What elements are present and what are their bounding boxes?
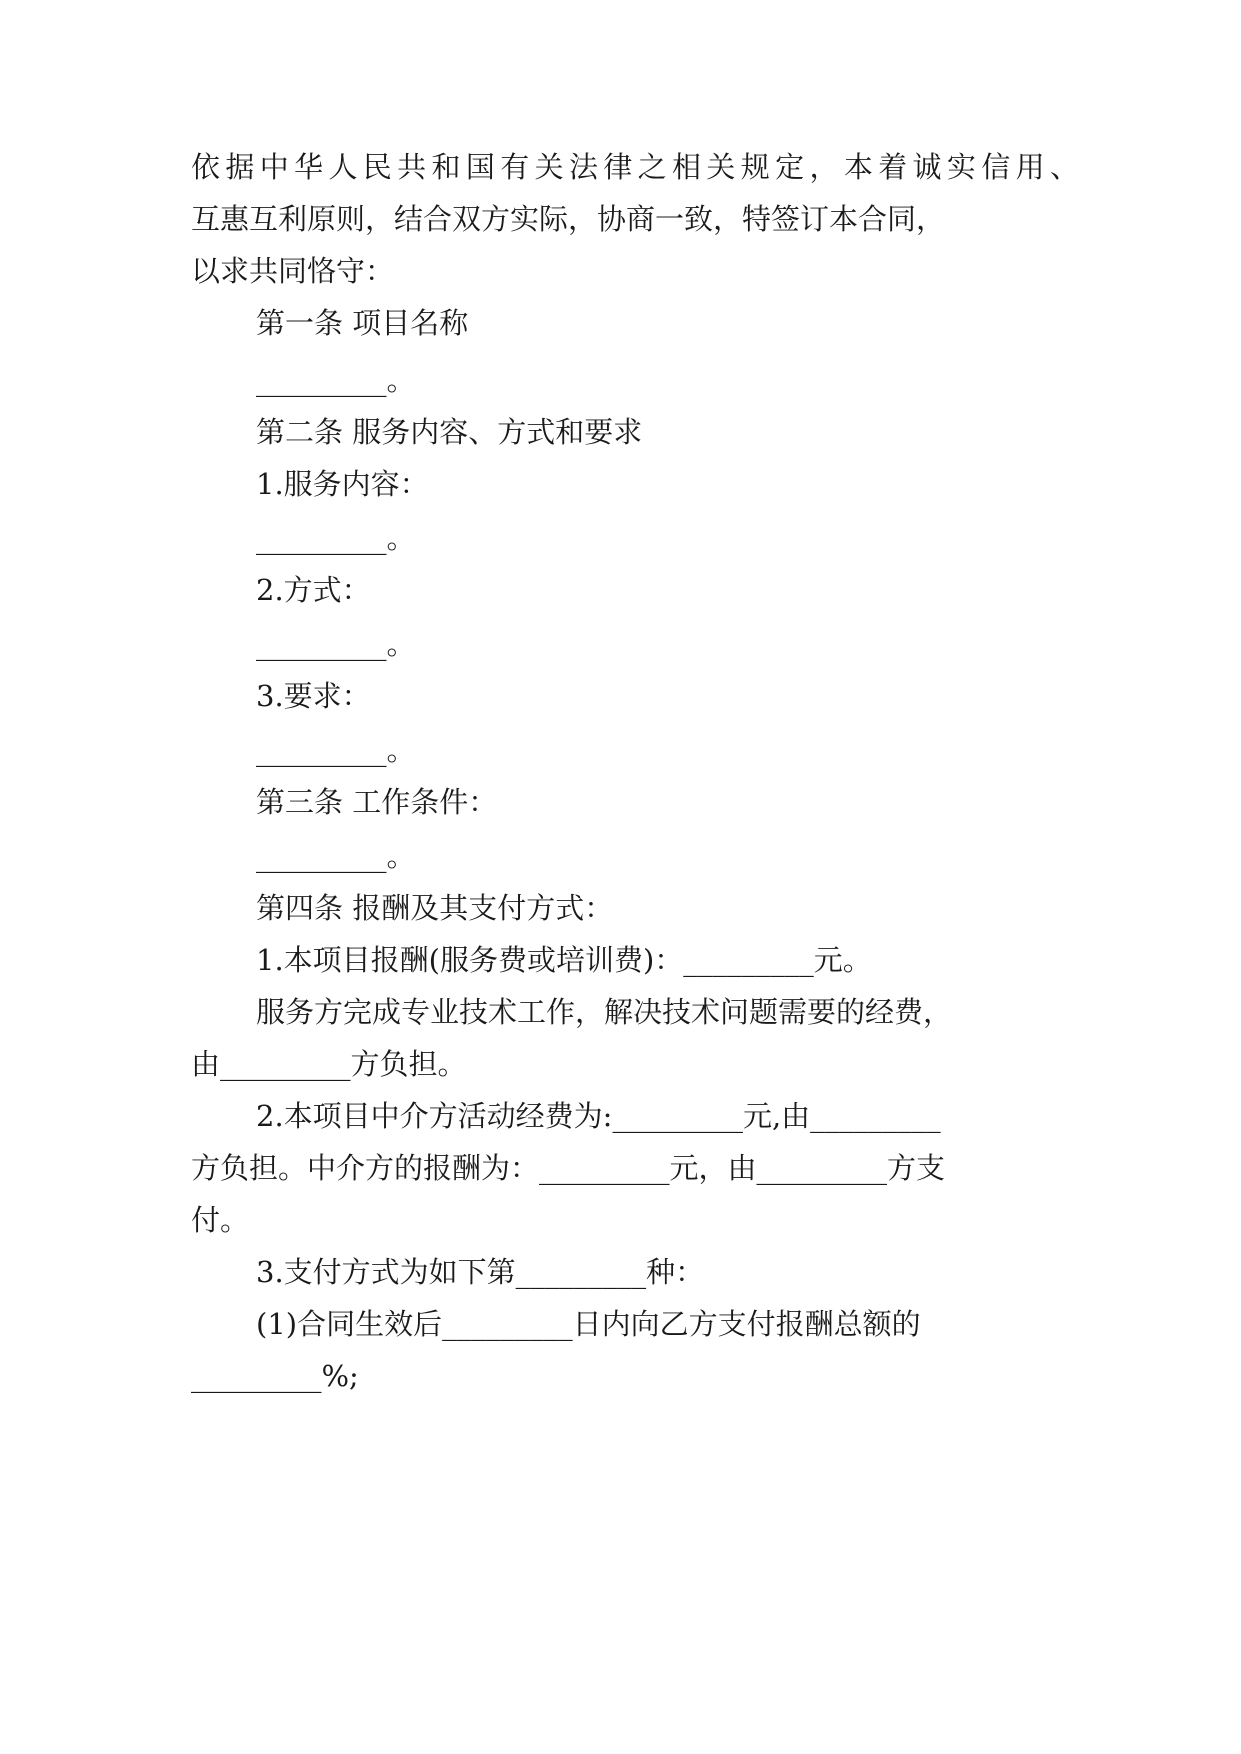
article-4-item-1: 1.本项目报酬(服务费或培训费)：_________元。 (256, 943, 872, 977)
preamble-char: 中 (259, 150, 289, 184)
article-2-item-3: 3.要求： (256, 679, 371, 713)
preamble-char: 依 (191, 150, 221, 184)
preamble-line-1 (191, 147, 1079, 187)
preamble-char: 关 (706, 150, 736, 184)
article-4-item-3-option-1-line-1: (1)合同生效后_________日内向乙方支付报酬总额的 (256, 1307, 921, 1341)
preamble-char: 共 (397, 150, 427, 184)
preamble-char: 规 (740, 150, 770, 184)
preamble-char: 本 (843, 150, 873, 184)
article-2-item-2: 2.方式： (256, 573, 371, 607)
preamble-char: 定 (775, 150, 805, 184)
preamble-char: 之 (637, 150, 667, 184)
article-2-item-1-blank: _________。 (256, 521, 416, 555)
article-3-title: 第三条 工作条件： (256, 785, 498, 819)
preamble-char: 有 (500, 150, 530, 184)
preamble-char: 诚 (912, 150, 942, 184)
preamble-char: 实 (946, 150, 976, 184)
preamble-char: 华 (294, 150, 324, 184)
article-4-para-1-line-1: 服务方完成专业技术工作，解决技术问题需要的经费， (256, 995, 953, 1029)
preamble-char: 民 (362, 150, 392, 184)
preamble-char: 律 (603, 150, 633, 184)
article-3-blank: _________。 (256, 839, 416, 873)
article-4-item-2-line-3: 付。 (191, 1203, 250, 1237)
preamble-line-3: 以求共同恪守： (191, 254, 395, 288)
preamble-char: 关 (534, 150, 564, 184)
preamble-char: 、 (1049, 150, 1079, 184)
article-4-para-1-line-2: 由_________方负担。 (191, 1047, 467, 1081)
preamble-char: 用 (1015, 150, 1045, 184)
article-2-item-1: 1.服务内容： (256, 467, 429, 501)
article-1-title: 第一条 项目名称 (256, 306, 469, 340)
preamble-line-2: 互惠互利原则，结合双方实际，协商一致，特签订本合同， (191, 202, 946, 236)
preamble-char: 国 (465, 150, 495, 184)
preamble-char: 着 (878, 150, 908, 184)
preamble-char: 和 (431, 150, 461, 184)
article-4-item-2-line-1: 2.本项目中介方活动经费为:_________元,由_________ (256, 1099, 941, 1133)
preamble-char: 据 (225, 150, 255, 184)
preamble-char: 人 (328, 150, 358, 184)
article-4-item-2-line-2: 方负担。中介方的报酬为：_________元，由_________方支 (191, 1151, 946, 1185)
preamble-char: 相 (672, 150, 702, 184)
article-4-item-3-option-1-line-2: _________%; (191, 1359, 359, 1393)
article-2-item-2-blank: _________。 (256, 627, 416, 661)
article-1-blank: _________。 (256, 363, 416, 397)
article-2-item-3-blank: _________。 (256, 733, 416, 767)
article-2-title: 第二条 服务内容、方式和要求 (256, 415, 643, 449)
preamble-char: 法 (568, 150, 598, 184)
article-4-title: 第四条 报酬及其支付方式： (256, 891, 614, 925)
preamble-char: ， (809, 150, 839, 184)
article-4-item-3: 3.支付方式为如下第_________种： (256, 1255, 705, 1289)
preamble-char: 信 (981, 150, 1011, 184)
